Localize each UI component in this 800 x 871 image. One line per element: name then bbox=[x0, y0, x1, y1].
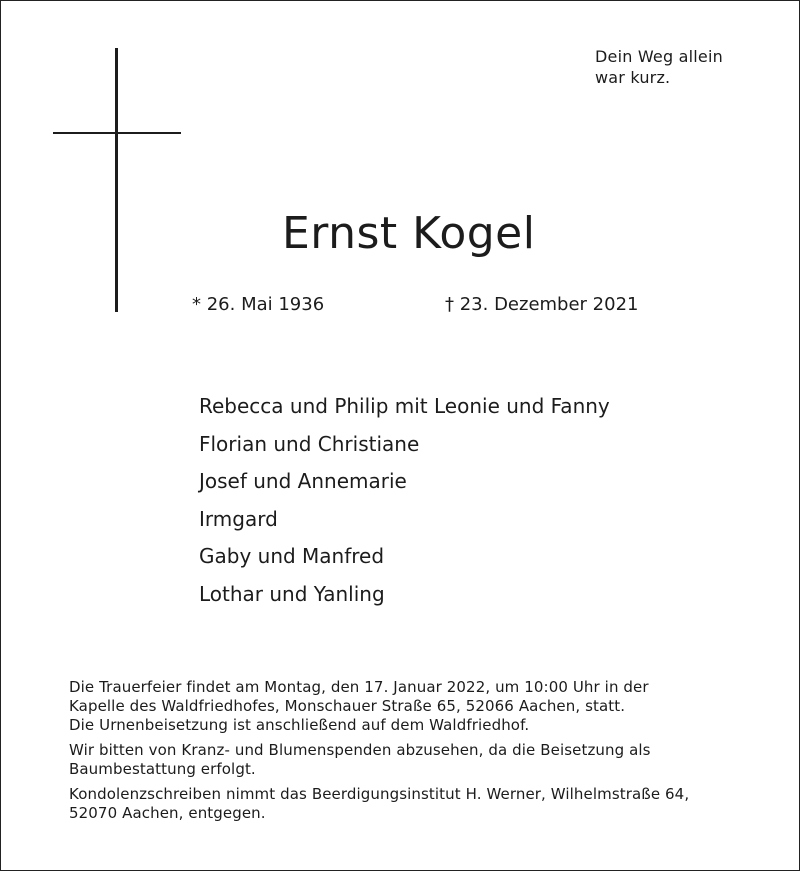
funeral-info bbox=[69, 678, 769, 829]
flowers-paragraph bbox=[69, 741, 769, 779]
mourner-entry: Irmgard bbox=[199, 506, 278, 531]
mourner-entry: Josef und Annemarie bbox=[199, 469, 407, 494]
birth-date: * 26. Mai 1936 bbox=[192, 294, 325, 315]
ceremony-line: Kapelle des Waldfriedhofes, Monschauer Straße 65, 52066 Aachen, statt. bbox=[69, 697, 626, 715]
deceased-name: Ernst Kogel bbox=[282, 208, 536, 259]
ceremony-line: Die Trauerfeier findet am Montag, den 17. Januar 2022, um 10:00 Uhr in der bbox=[69, 678, 649, 696]
death-date: † 23. Dezember 2021 bbox=[445, 294, 639, 315]
mourner-entry: Rebecca und Philip mit Leonie und Fanny bbox=[199, 394, 610, 418]
condolences-paragraph bbox=[69, 785, 769, 823]
condolences-line: Kondolenzschreiben nimmt das Beerdigungsinstitut H. Werner, Wilhelmstraße 64, bbox=[69, 785, 690, 803]
mourner-entry: Florian und Christiane bbox=[199, 431, 420, 456]
mourners-list bbox=[199, 388, 610, 614]
motto bbox=[595, 46, 723, 88]
ceremony-paragraph bbox=[69, 678, 769, 735]
flowers-line: Wir bitten von Kranz- und Blumenspenden abzusehen, da die Beisetzung als bbox=[69, 741, 651, 759]
mourner-entry: Lothar und Yanling bbox=[199, 581, 385, 606]
motto-line-1: Dein Weg allein bbox=[595, 47, 723, 66]
mourner-entry: Gaby und Manfred bbox=[199, 544, 385, 569]
condolences-line: 52070 Aachen, entgegen. bbox=[69, 804, 266, 822]
flowers-line: Baumbestattung erfolgt. bbox=[69, 760, 256, 778]
ceremony-line: Die Urnenbeisetzung ist anschließend auf dem Waldfriedhof. bbox=[69, 716, 530, 734]
cross-horizontal-bar bbox=[53, 132, 181, 134]
cross-vertical-bar bbox=[115, 48, 118, 312]
motto-line-2: war kurz. bbox=[595, 68, 671, 87]
